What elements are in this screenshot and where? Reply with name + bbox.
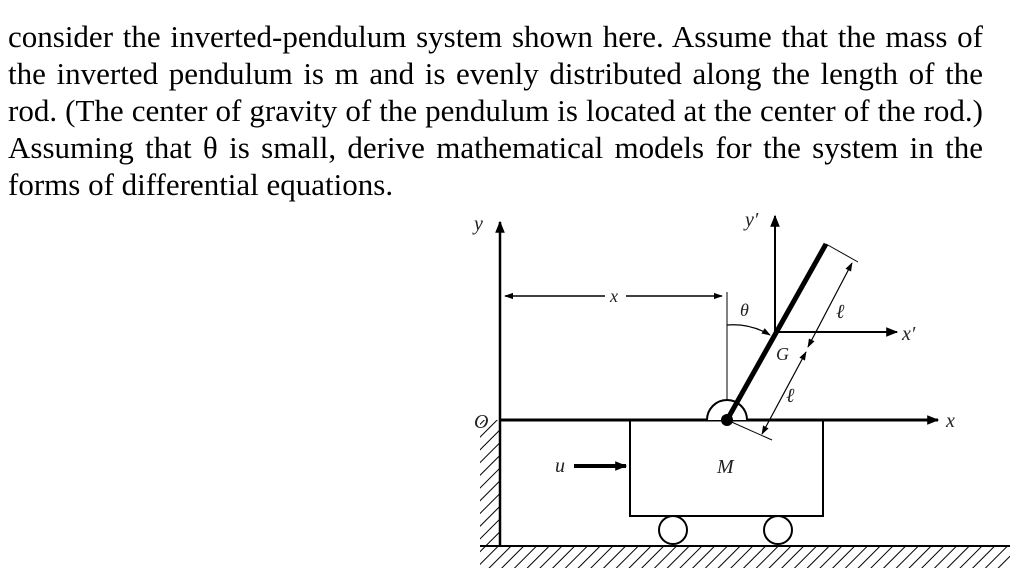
problem-line-1: consider the inverted-pendulum system shown here. Assume that the mass of — [8, 19, 983, 54]
upper-length-label: ℓ — [836, 301, 845, 323]
x-axis-label: x — [946, 410, 955, 432]
center-of-gravity-label: G — [776, 344, 789, 364]
theta-label: θ — [740, 300, 749, 320]
cart-wheel-right — [764, 516, 792, 544]
y-axis-label: y — [474, 213, 483, 235]
force-label: u — [555, 455, 565, 477]
problem-line-3: rod. (The center of gravity of the pendulum is located at the center of the rod.) — [8, 93, 983, 128]
problem-line-4: Assuming that θ is small, derive mathematical models for the system in the — [8, 130, 983, 165]
origin-label: O — [474, 411, 489, 433]
y-prime-label: y′ — [745, 209, 759, 231]
upper-length-extension — [826, 244, 858, 262]
problem-line-5: forms of differential equations. — [8, 167, 394, 202]
cart-wheel-left — [659, 516, 687, 544]
lower-length-extension — [727, 420, 772, 440]
lower-length-label: ℓ — [786, 385, 795, 407]
problem-line-2: the inverted pendulum is m and is evenly distributed along the length of the — [8, 56, 983, 91]
ground-hatching — [480, 546, 1010, 568]
lower-length-dimension — [762, 352, 806, 434]
upper-length-dimension — [808, 263, 852, 347]
cart-mass-label: M — [717, 456, 734, 478]
x-dimension-label: x — [610, 286, 618, 306]
theta-arc — [727, 325, 770, 335]
wall-hatching — [480, 420, 500, 546]
x-prime-label: x′ — [902, 323, 916, 345]
